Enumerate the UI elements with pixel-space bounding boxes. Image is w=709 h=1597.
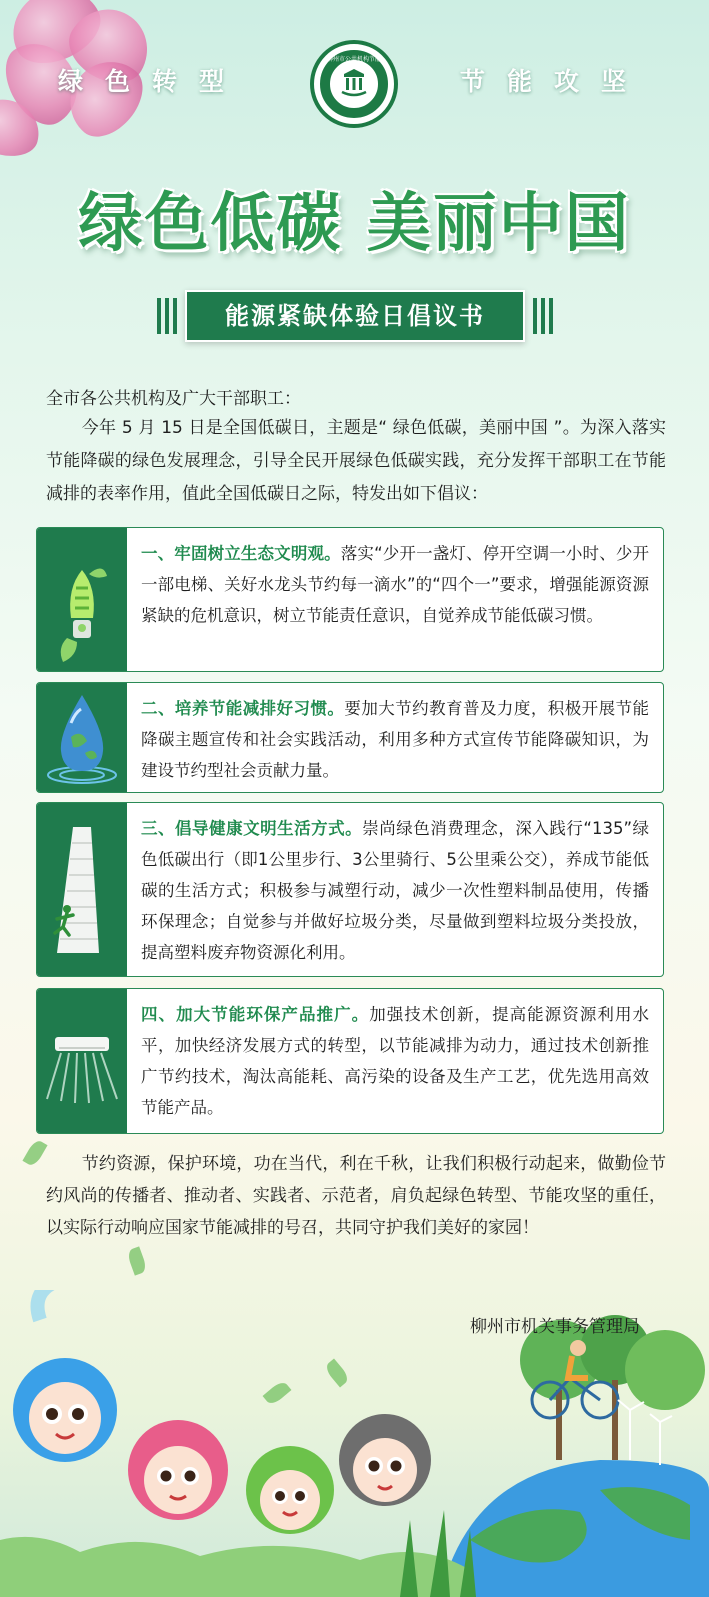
proposal-text: 加强技术创新，提高能源资源利用水平，加快经济发展方式的转型，以节能减排为动力，通过技术创新推广节约技术，淘汰高能耗、高污染的设备及生产工艺，优先选用高效节能产品。	[141, 1005, 650, 1117]
proposal-card-3	[36, 802, 664, 977]
air-conditioner-icon	[37, 989, 127, 1133]
proposal-text: 崇尚绿色消费理念，深入践行“135”绿色低碳出行（即1公里步行、3公里骑行、5公里乘公交），养成节能低碳的生活方式；积极参与减塑行动，减少一次性塑料制品使用，传播环保理念；自觉参与并做好垃圾分类，尽量做到塑料垃圾分类投放，提高塑料废弃物资源化利用。	[141, 819, 650, 962]
leaf-decoration	[126, 1246, 148, 1275]
main-title: 绿色低碳 美丽中国	[78, 187, 631, 261]
banner	[155, 290, 555, 346]
proposal-title: 二、培养节能减排好习惯。	[141, 699, 345, 718]
proposal-card-4	[36, 988, 664, 1134]
proposal-card-2	[36, 682, 664, 793]
greeting: 全市各公共机构及广大干部职工：	[46, 389, 301, 409]
logo-name: 柳州市公共机构节能	[326, 56, 381, 63]
institution-logo-icon	[310, 40, 398, 128]
proposal-title: 四、加大节能环保产品推广。	[141, 1005, 370, 1024]
proposal-text: 落实“少开一盏灯、停开空调一小时、少开一部电梯、关好水龙头节约每一滴水”的“四个一”要求，增强能源资源紧缺的危机意识，树立节能责任意识，自觉养成节能低碳习惯。	[141, 544, 649, 625]
closing-paragraph: 节约资源，保护环境，功在当代，利在千秋，让我们积极行动起来，做勤俭节约风尚的传播者、推动者、实践者、示范者，肩负起绿色转型、节能攻坚的重任，以实际行动响应国家节能减排的号召，共同守护我们美好的家园！	[46, 1154, 666, 1238]
energy-saving-bulb-icon	[37, 528, 127, 671]
proposal-text: 要加大节约教育普及力度，积极开展节能降碳主题宣传和社会实践活动，利用多种方式宣传节能降碳知识，为建设节约型社会贡献力量。	[141, 699, 650, 780]
proposal-title: 三、倡导健康文明生活方式。	[141, 819, 363, 838]
leaf-decoration	[22, 1138, 47, 1168]
signature: 柳州市机关事务管理局	[470, 1317, 640, 1337]
intro-paragraph: 今年 5 月 15 日是全国低碳日，主题是“ 绿色低碳，美丽中国 ”。为深入落实节能降碳的绿色发展理念，引导全民开展绿色低碳实践，充分发挥干部职工在节能减排的表率作用，值此全国低碳日之际，特发出如下倡议：	[46, 418, 666, 504]
slogan-left: 绿色转型	[58, 67, 247, 96]
slogan-right: 节能攻坚	[460, 67, 649, 96]
proposal-title: 一、牢固树立生态文明观。	[141, 544, 341, 563]
proposal-card-1	[36, 527, 664, 672]
banner-title: 能源紧缺体验日倡议书	[225, 302, 485, 330]
stairs-runner-icon	[37, 803, 127, 976]
water-drop-earth-icon	[37, 683, 127, 792]
